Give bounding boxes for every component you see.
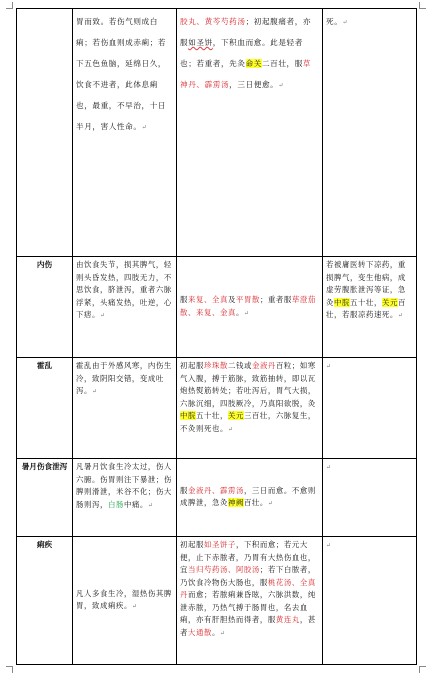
category-cell [17, 537, 73, 665]
cause-cell [73, 459, 177, 537]
category-cell [17, 9, 73, 257]
paragraph-mark: ↵ [91, 388, 98, 395]
treatment-text: 服金液丹、霹雳汤，三日而愈。不愈则成脾泄，急灸神阙百壮。↵ [180, 485, 316, 507]
treatment-text: 服来复、全真及平胃散；重者服荜澄茄散、来复、金真。↵ [180, 295, 316, 317]
remedy-table [16, 8, 417, 665]
treatment-cell [177, 459, 323, 537]
note-text: 若被庸医转下凉药，重损脾气，变生他病，成虚劳腹胀泄泻等证，急灸中脘五十壮，关元百壮，若服凉药速死。↵ [326, 260, 406, 319]
treatment-cell [177, 358, 323, 459]
table-row [17, 358, 417, 459]
cause-text: 由饮食失节，损其脾气，轻则头昏发热，四肢无力，不思饮食，脐泄泻，重者六脉浮紧，头痛发热，吐逆，心下痞。↵ [76, 260, 172, 319]
note-text: 死。↵ [326, 17, 349, 26]
treatment-cell [177, 257, 323, 358]
note-text [326, 461, 413, 475]
paragraph-mark: ↵ [243, 309, 250, 317]
table-row [17, 9, 417, 257]
paragraph-mark: ↵ [219, 629, 226, 637]
table-row [17, 459, 417, 537]
margin-corner-bottom-right [419, 666, 426, 673]
note-cell [323, 358, 417, 459]
paragraph-mark: ↵ [326, 464, 332, 471]
cause-cell [73, 537, 177, 665]
paragraph-mark: ↵ [147, 501, 154, 509]
note-cell [323, 257, 417, 358]
margin-corner-top-right [419, 2, 426, 9]
category-label: 霍乱 [36, 361, 53, 370]
treatment-text: 初起服如圣饼子，下积而愈；若元大便，止下赤脓者，乃胃有大热伤血也，宜当归芍药汤、阿胶汤；若下白脓者，乃饮食冷物伤大肠也，服桃花汤、全真丹而愈；若脓痢兼昏眩，六脉洪数，纯泄赤脓，乃热气搏于肠胃也，名去血痢，亦有肝胆热而得者，服黄连丸，甚者大通散。↵ [180, 540, 316, 637]
treatment-cell [177, 9, 323, 257]
cause-text: 霍乱由于外感风寒，内伤生冷，致阴阳交错，变成吐泻。↵ [76, 361, 172, 395]
paragraph-mark: ↵ [227, 425, 234, 433]
note-text [326, 360, 413, 374]
margin-corner-bottom-left [6, 666, 13, 673]
treatment-text: 初起服珍珠散二钱或金液丹百粒；如寒气入腹，搏于筋脉，致筋抽转，即以瓦炮热熨筋转处；若吐泻后，胃气大损，六脉沉细，四肢厥冷，乃真阳欲脱，灸中脘五十壮，关元三百壮，六脉复生，不灸则死也。↵ [180, 361, 316, 433]
table-row [17, 257, 417, 358]
cause-text: 胃而致。若伤气则成白痢；若伤血则成赤痢；若下五色鱼脑，延绵日久，饮食不进者，此体息痢也，最重，不早治，十日半月，害人性命。↵ [76, 17, 167, 131]
category-label: 痢疾 [36, 540, 53, 549]
category-cell [17, 257, 73, 358]
note-cell [323, 9, 417, 257]
paragraph-mark: ↵ [131, 603, 138, 610]
paragraph-mark: ↵ [326, 542, 332, 549]
note-text [326, 539, 413, 553]
cause-cell [73, 257, 177, 358]
paragraph-mark: ↵ [141, 124, 148, 131]
category-label: 暑月伤食泄泻 [21, 462, 68, 471]
category-cell [17, 459, 73, 537]
note-cell [323, 537, 417, 665]
paragraph-mark: ↵ [342, 19, 349, 26]
category-cell [17, 358, 73, 459]
paragraph-mark: ↵ [326, 363, 332, 370]
cause-cell [73, 358, 177, 459]
margin-corner-top-left [6, 2, 13, 9]
paragraph-mark: ↵ [278, 82, 284, 89]
paragraph-mark: ↵ [99, 312, 106, 319]
treatment-cell [177, 537, 323, 665]
paragraph-mark: ↵ [267, 500, 274, 507]
paragraph-mark: ↵ [397, 312, 404, 319]
cause-text: 凡暑月饮食生冷太过，伤人六腑。伤胃则注下暴泄；伤脾则滑泄，米谷不化；伤大肠则泻，白肠中痛。↵ [76, 462, 172, 509]
category-label: 内伤 [36, 260, 53, 269]
note-cell [323, 459, 417, 537]
cause-text: 凡人多食生冷，湿热伤其脾胃，致成痢疾。↵ [76, 588, 172, 610]
treatment-text: 胶丸、黄芩芍药汤；初起腹痛者，亦服如圣饼，下积血而愈。此是轻者也；若重者，先灸命关二百壮，服草神丹、霹雳汤，三日便愈。↵ [180, 17, 312, 89]
table-row [17, 537, 417, 665]
cause-cell [73, 9, 177, 257]
